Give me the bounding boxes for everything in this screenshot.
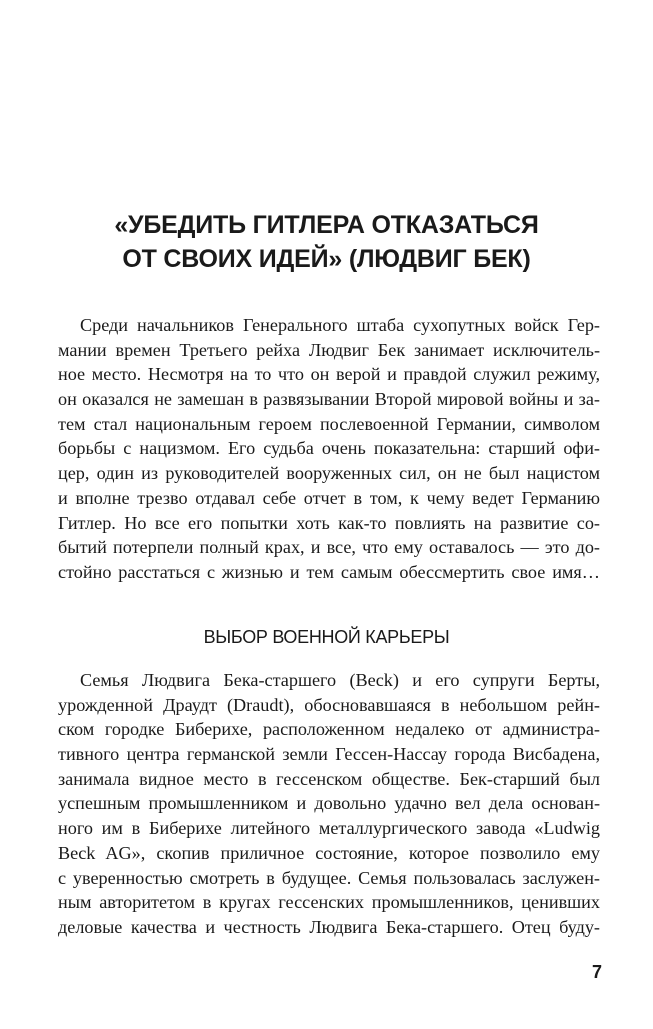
text-line: урожденной Драудт (Draudt), обосновавшаяся в небольшом рейн- (58, 694, 600, 715)
section-paragraph (58, 668, 600, 940)
text-line: стойно расстаться с жизнью и тем самым обессмертить свое имя… (58, 561, 600, 582)
text-line: бытий потерпели полный крах, и все, что ему оставалось — это до- (58, 537, 600, 558)
text-line: ное место. Несмотря на то что он верой и правдой служил режиму, (58, 364, 600, 385)
text-line: Beck AG», скопив приличное состояние, которое позволило ему (58, 842, 600, 863)
text-line: он оказался не замешан в развязывании Второй мировой войны и за- (58, 389, 600, 410)
text-line: ском городке Биберихе, расположенном недалеко от администра- (58, 719, 600, 740)
text-line: Среди начальников Генерального штаба сухопутных войск Гер- (80, 315, 600, 335)
text-line: и вполне трезво отдавал себе отчет в том, к чему ведет Германию (58, 487, 600, 508)
text-line: с уверенностью смотреть в будущее. Семья пользовалась заслужен- (58, 867, 600, 888)
section-heading: ВЫБОР ВОЕННОЙ КАРЬЕРЫ (203, 627, 450, 647)
page-number: 7 (591, 962, 602, 982)
text-line: деловые качества и честность Людвига Бека-старшего. Отец буду- (58, 916, 600, 937)
chapter-title (0, 208, 653, 276)
text-line: мании времен Третьего рейха Людвиг Бек занимает исключитель- (58, 339, 600, 360)
text-line: борьбы с нацизмом. Его судьба очень показательна: старший офи- (58, 438, 600, 459)
text-line: тивного центра германской земли Гессен-Нассау города Висбадена, (58, 744, 600, 765)
text-line: занимала видное место в гессенском обществе. Бек-старший был (58, 768, 600, 789)
text-line: ным авторитетом в кругах гессенских промышленников, ценивших (58, 892, 600, 913)
text-line: Семья Людвига Бека-старшего (Beck) и его супруги Берты, (80, 670, 600, 690)
text-line: Гитлер. Но все его попытки хоть как-то повлиять на развитие со- (58, 512, 600, 533)
text-line: ного им в Биберихе литейного металлургического завода «Ludwig (58, 818, 600, 839)
intro-paragraph (58, 313, 600, 585)
text-line: тем стал национальным героем послевоенной Германии, символом (58, 413, 600, 434)
chapter-title-line: «УБЕДИТЬ ГИТЛЕРА ОТКАЗАТЬСЯ (114, 211, 539, 239)
chapter-title-line: ОТ СВОИХ ИДЕЙ» (ЛЮДВИГ БЕК) (122, 245, 531, 273)
text-line: успешным промышленником и довольно удачно вел дела основан- (58, 793, 600, 814)
text-line: цер, один из руководителей вооруженных сил, он не был нацистом (58, 463, 600, 484)
